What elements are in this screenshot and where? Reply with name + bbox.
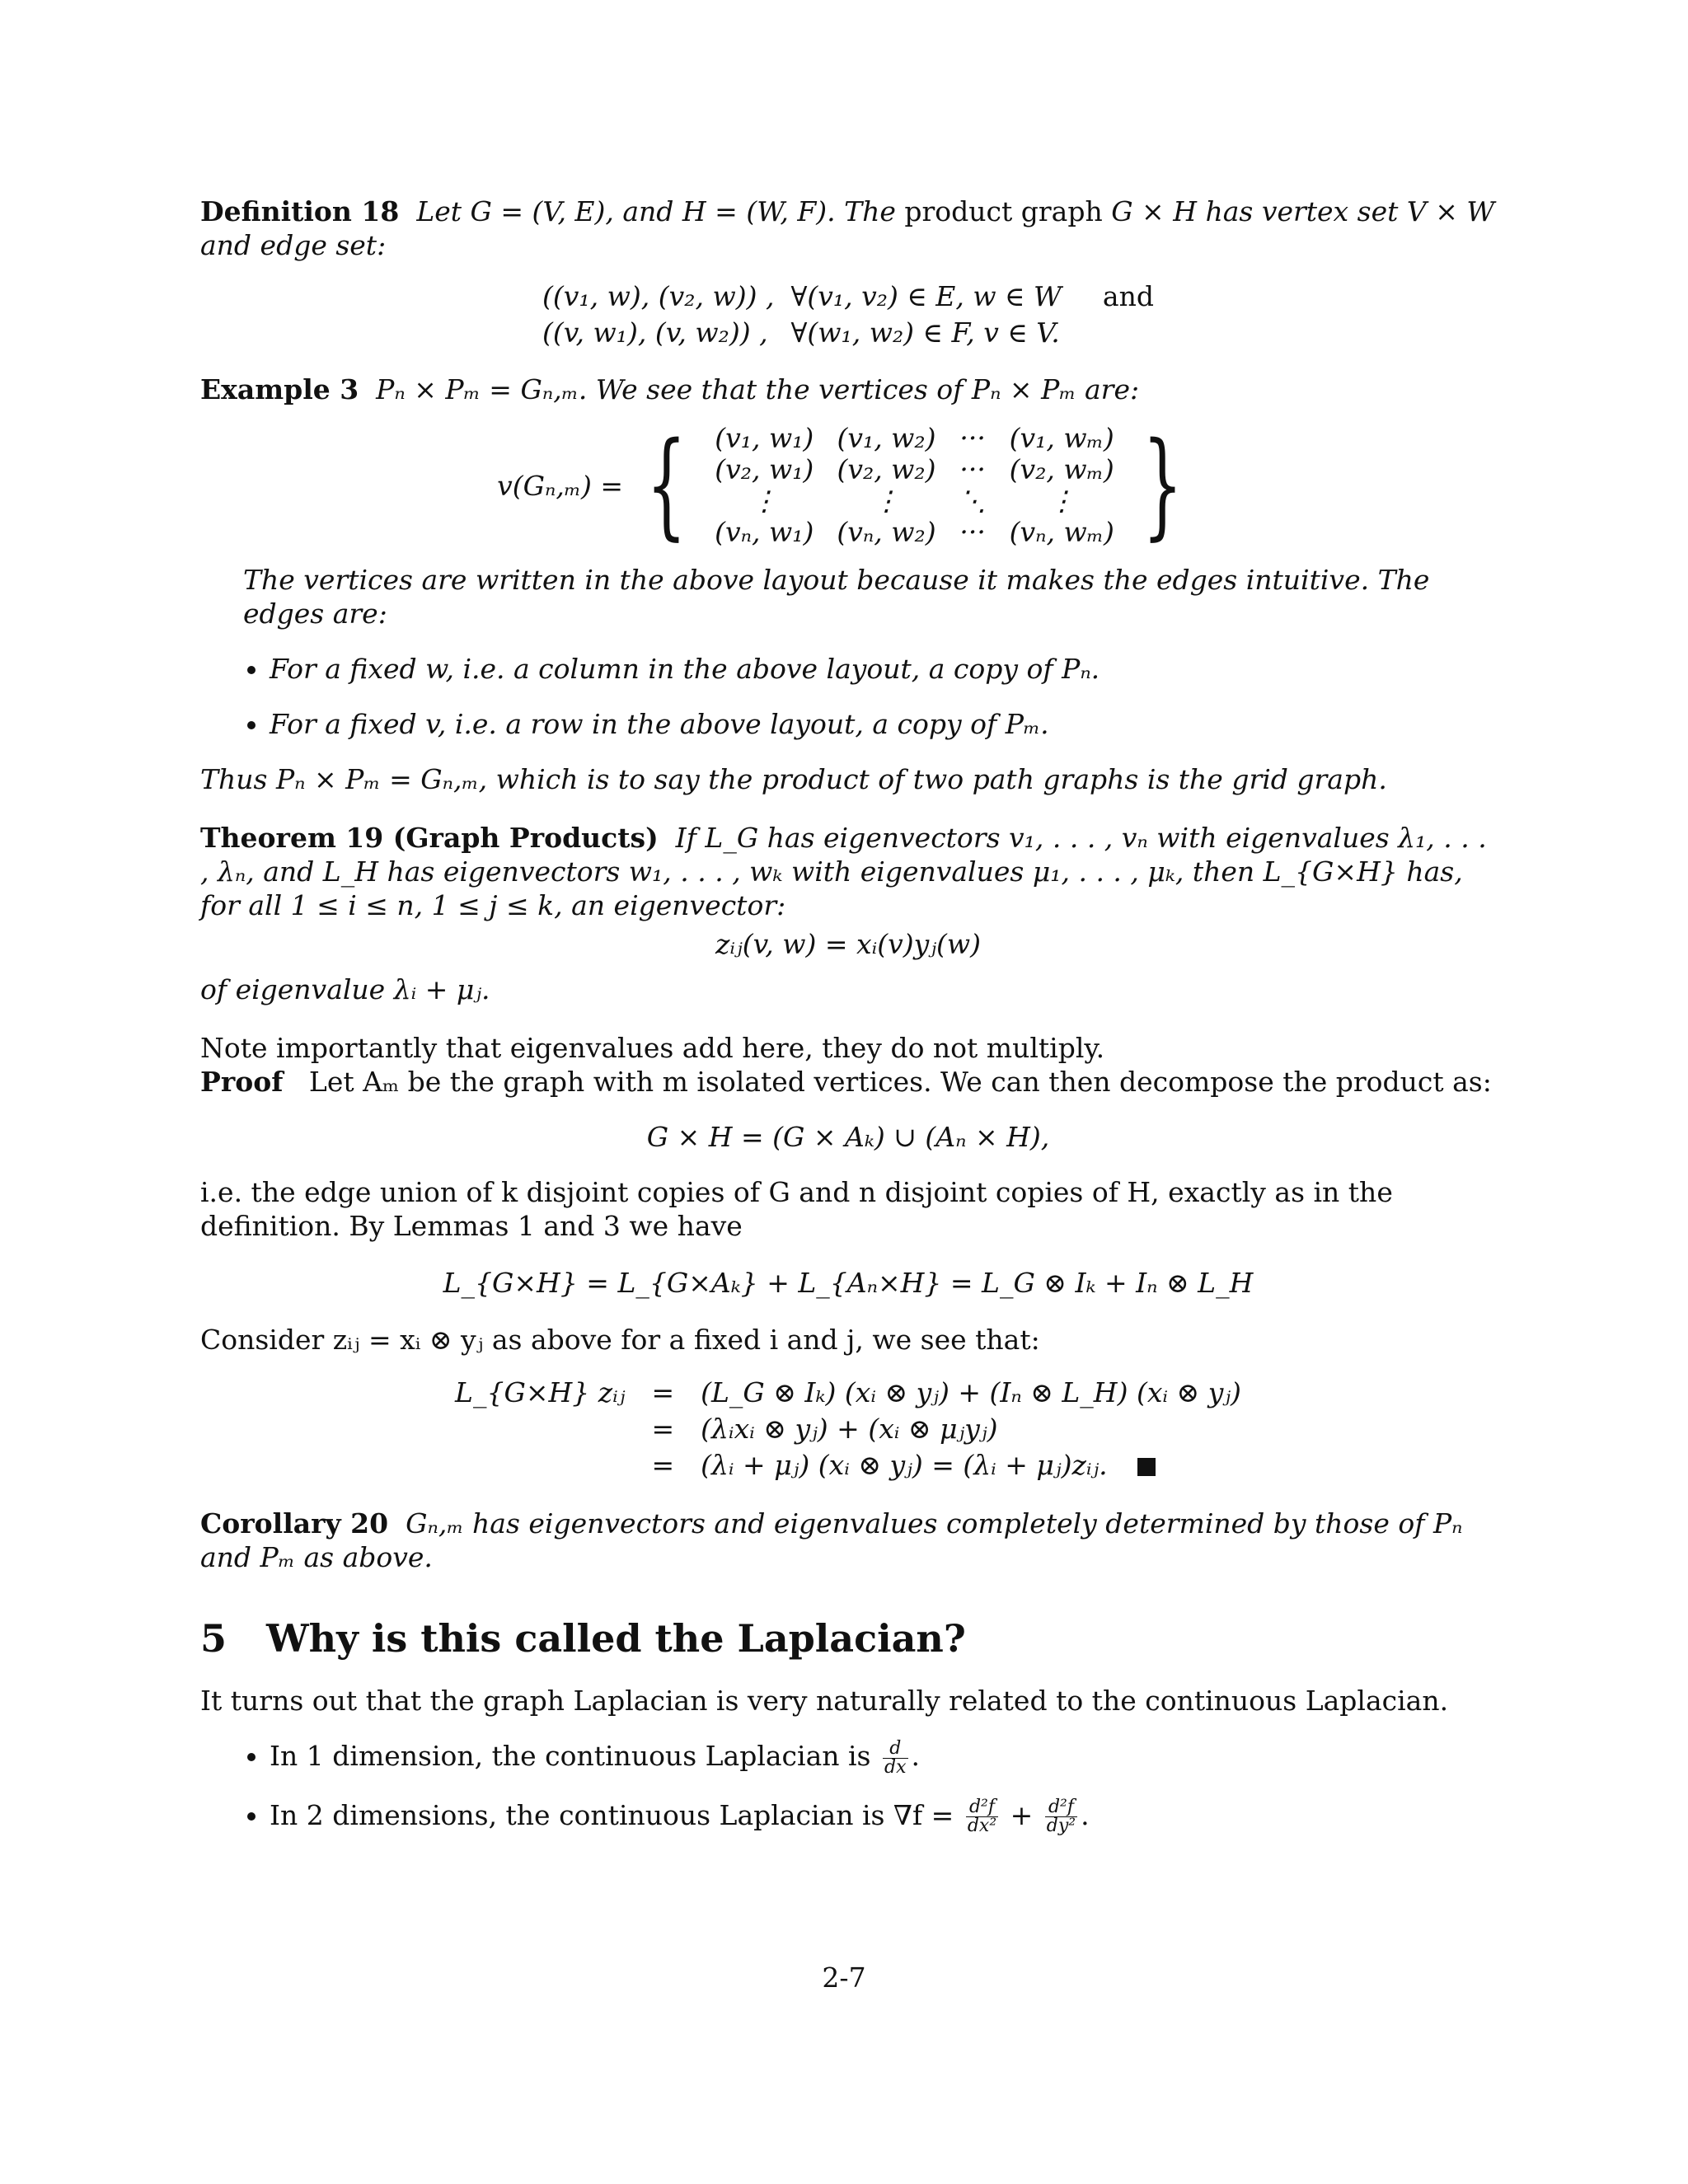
edge-set-equations: [534, 279, 1162, 351]
theorem-19: [200, 821, 1496, 922]
fraction-d2f-dy2: [1045, 1798, 1077, 1835]
edge-row1-right: ∀(v₁, v₂) ∈ E, w ∈ W: [790, 280, 1062, 312]
example-text: Pₙ × Pₘ = Gₙ,ₘ. We see that the vertices of Pₙ × Pₘ are:: [376, 373, 1140, 405]
equals-sign: =: [651, 1449, 675, 1481]
bullet-2-text: In 2 dimensions, the continuous Laplacian is ∇f =: [270, 1798, 954, 1831]
plus-sign: +: [1010, 1798, 1034, 1831]
theorem-equation: zᵢⱼ(v, w) = xᵢ(v)yⱼ(w): [715, 928, 982, 960]
paper-page: [200, 194, 1496, 1857]
qed-square-icon: [1137, 1458, 1156, 1476]
matrix-cell: (vₙ, w₂): [837, 516, 936, 548]
proof-label: Proof: [200, 1066, 284, 1098]
fraction-denominator: dy²: [1046, 1816, 1076, 1836]
edge-row1-and: and: [1102, 280, 1154, 312]
matrix-cell: ⋱: [959, 485, 987, 517]
page-number: 2-7: [822, 1961, 866, 1994]
definition-text-a: Let G = (V, E), and H = (W, F). The: [416, 195, 905, 227]
edge-row2-right: ∀(w₁, w₂) ∈ F, v ∈ V.: [790, 316, 1060, 349]
section-intro: It turns out that the graph Laplacian is very naturally related to the continuous Laplacian.: [200, 1685, 1449, 1717]
proof-equation-1: G × H = (G × Aₖ) ∪ (Aₙ × H),: [646, 1121, 1050, 1153]
matrix-cell: (v₁, w₂): [837, 422, 936, 454]
list-item: • In 1 dimension, the continuous Laplacian is $\frac{d}{dx}$ .: [270, 1739, 1496, 1777]
example-label: Example 3: [200, 373, 359, 405]
vertex-matrix: [200, 418, 1496, 552]
note-text: Note importantly that eigenvalues add here, they do not multiply.: [200, 1032, 1105, 1064]
matrix-cell: ⋮: [1048, 485, 1076, 517]
edge-bullets: [200, 652, 1496, 741]
fraction-d-dx: [883, 1737, 908, 1778]
left-brace-icon: {: [646, 418, 687, 552]
example-3: [200, 373, 1496, 406]
proof-text-3: Consider zᵢⱼ = xᵢ ⊗ yⱼ as above for a fixed i and j, we see that:: [200, 1324, 1040, 1356]
edge-row2-left: ((v, w₁), (v, w₂)) ,: [542, 316, 768, 349]
layout-note: The vertices are written in the above layout because it makes the edges intuitive. The edges are:: [243, 564, 1430, 630]
definition-text-c: G × H has vertex set V × W and edge set:: [200, 195, 1495, 261]
corollary-text: Gₙ,ₘ has eigenvectors and eigenvalues completely determined by those of Pₙ and Pₘ as above.: [200, 1507, 1463, 1573]
theorem-text: If L_G has eigenvectors v₁, . . . , vₙ with eigenvalues λ₁, . . . , λₙ, and L_H has eigenvectors w₁, . . . , wₖ with eigenvalues μ₁, . . . , μₖ, then L_{G×H} has, for all 1 ≤ i ≤ n, 1 ≤ j ≤ k, an eigenvector:: [200, 822, 1487, 921]
section-title: Why is this called the Laplacian?: [266, 1616, 966, 1661]
edge-row1-left: ((v₁, w), (v₂, w)) ,: [542, 280, 775, 312]
section-heading: [200, 1616, 1496, 1661]
fraction-numerator: d²f: [966, 1798, 998, 1817]
matrix-cell: (v₁, wₘ): [1009, 422, 1114, 454]
matrix-cell: ⋮: [872, 485, 900, 517]
corollary-20: [200, 1507, 1496, 1574]
proof-aligned-equations: [447, 1375, 1250, 1483]
matrix-cell: ···: [959, 422, 986, 454]
align-lhs: L_{G×H} zᵢⱼ: [455, 1376, 626, 1408]
matrix-cell: (v₂, w₁): [715, 453, 814, 485]
proof-equation-2: L_{G×H} = L_{G×Aₖ} + L_{Aₙ×H} = L_G ⊗ Iₖ + Iₙ ⊗ L_H: [443, 1267, 1254, 1299]
laplacian-bullets: [200, 1739, 1496, 1835]
section-number: 5: [200, 1616, 227, 1661]
definition-18: [200, 194, 1496, 262]
proof-text-2: i.e. the edge union of k disjoint copies of G and n disjoint copies of H, exactly as in the definition. By Lemmas 1 and 3 we have: [200, 1176, 1393, 1242]
align-row: (λᵢ + μⱼ) (xᵢ ⊗ yⱼ) = (λᵢ + μⱼ)zᵢⱼ.: [701, 1449, 1108, 1481]
matrix-table: [703, 423, 1126, 548]
align-row-last: [692, 1447, 1250, 1483]
align-row: (L_G ⊗ Iₖ) (xᵢ ⊗ yⱼ) + (Iₙ ⊗ L_H) (xᵢ ⊗ yⱼ): [701, 1376, 1241, 1408]
matrix-cell: ⋮: [750, 485, 778, 517]
example-conclusion: Thus Pₙ × Pₘ = Gₙ,ₘ, which is to say the product of two path graphs is the grid graph.: [200, 763, 1387, 795]
fraction-denominator: dx: [884, 1756, 907, 1778]
right-brace-icon: }: [1142, 418, 1183, 552]
definition-term: product graph: [904, 195, 1103, 227]
matrix-cell: ···: [959, 516, 986, 548]
matrix-cell: (v₂, wₘ): [1009, 453, 1114, 485]
matrix-cell: (vₙ, wₘ): [1009, 516, 1114, 548]
equals-sign: =: [651, 1376, 675, 1408]
matrix-cell: (v₂, w₂): [837, 453, 936, 485]
fraction-d2f-dx2: [966, 1798, 998, 1835]
definition-label: Definition 18: [200, 195, 400, 227]
matrix-cell: (v₁, w₁): [715, 422, 814, 454]
matrix-cell: ···: [959, 453, 986, 485]
proof-text: Let Aₘ be the graph with m isolated vertices. We can then decompose the product as:: [308, 1066, 1492, 1098]
bullet-1-text: In 1 dimension, the continuous Laplacian is: [270, 1740, 871, 1772]
list-item: • For a fixed w, i.e. a column in the above layout, a copy of Pₙ.: [270, 652, 1496, 686]
theorem-label: Theorem 19 (Graph Products): [200, 822, 659, 854]
list-item: • In 2 dimensions, the continuous Laplacian is ∇f = $\frac{\text{d²f}}{\text{dx²}}$ + $\frac{\text{d²f}}{\text{dy²}}$ .: [270, 1798, 1496, 1836]
corollary-label: Corollary 20: [200, 1507, 389, 1540]
fraction-denominator: dx²: [967, 1816, 997, 1836]
list-item: • For a fixed v, i.e. a row in the above layout, a copy of Pₘ.: [270, 707, 1496, 741]
align-row: (λᵢxᵢ ⊗ yⱼ) + (xᵢ ⊗ μⱼyⱼ): [701, 1413, 998, 1445]
theorem-tail: of eigenvalue λᵢ + μⱼ.: [200, 973, 490, 1005]
fraction-numerator: d²f: [1045, 1798, 1077, 1817]
matrix-lhs: v(Gₙ,ₘ) =: [497, 469, 624, 502]
fraction-numerator: d: [883, 1740, 908, 1759]
proof: [200, 1065, 1496, 1099]
equals-sign: =: [651, 1413, 675, 1445]
matrix-cell: (vₙ, w₁): [715, 516, 814, 548]
